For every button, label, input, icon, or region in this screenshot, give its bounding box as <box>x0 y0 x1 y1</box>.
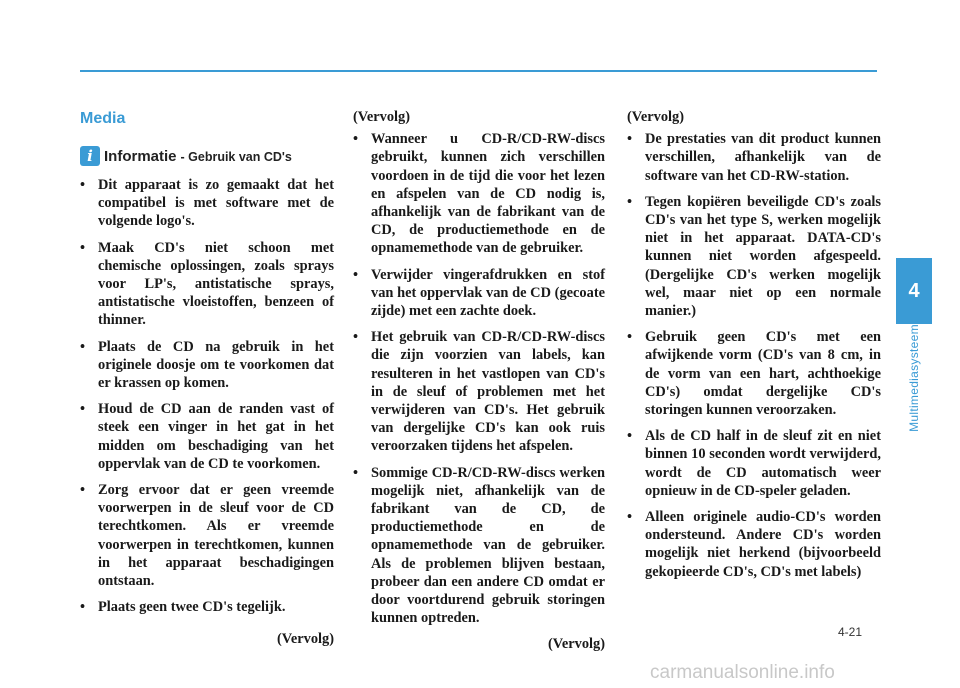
page-number: 4-21 <box>838 625 863 639</box>
list-item: • De prestaties van dit product kunnen verschillen, afhankelijk van de software van het CD-RW-station. <box>627 130 881 185</box>
top-rule <box>80 70 877 72</box>
bullet-list <box>353 130 605 627</box>
list-item: • Tegen kopiëren beveiligde CD's zoals CD's van het type S, werken mogelijk niet in het apparaat. DATA-CD's kunnen niet worden afgespeeld. (Dergelijke CD's werken mogelijk wel, maar niet op een normale manier.) <box>627 193 881 320</box>
continued-footer: (Vervolg) <box>276 631 334 648</box>
list-item: • Sommige CD-R/CD-RW-discs werken mogelijk niet, afhankelijk van de fabrikant van de CD, de productiemethode en de opnamemethode van de gebruiker. Als de problemen blijven bestaan, probeer dan een andere CD omdat er door voortdurend gebruik storingen kunnen optreden. <box>353 464 605 628</box>
list-item: • Plaats geen twee CD's tegelijk. <box>80 598 334 616</box>
list-item: • Als de CD half in de sleuf zit en niet binnen 10 seconden wordt verwijderd, wordt de CD automatisch weer opnieuw in de CD-speler geladen. <box>627 427 881 500</box>
continued-header: (Vervolg) <box>627 109 685 125</box>
column-3 <box>627 108 881 589</box>
info-heading <box>80 146 334 166</box>
continued-header: (Vervolg) <box>353 109 411 125</box>
list-item: • Maak CD's niet schoon met chemische oplossingen, zoals sprays voor LP's, antistatische sprays, antistatische vloeistoffen, benzeen of thinner. <box>80 239 334 330</box>
list-item: • Het gebruik van CD-R/CD-RW-discs die zijn voorzien van labels, kan resulteren in het vastlopen van CD's in de sleuf of problemen met het verwijderen van CD's. Het gebruik van dergelijke CD's kan ook ruis veroorzaken tijdens het afspelen. <box>353 328 605 455</box>
list-item: • Wanneer u CD-R/CD-RW-discs gebruikt, kunnen zich verschillen voordoen in de tijd die voor het lezen en afspelen van de CD nodig is, afhankelijk van de fabrikant van de CD, de productiemethode en de opnamemethode van de gebruiker. <box>353 130 605 257</box>
info-icon-letter: i <box>87 147 93 165</box>
info-subtitle: - Gebruik van CD's <box>180 149 292 164</box>
continued-footer: (Vervolg) <box>547 636 605 653</box>
list-item: • Dit apparaat is zo gemaakt dat het compatibel is met software met de volgende logo's. <box>80 176 334 231</box>
chapter-number: 4 <box>908 279 920 302</box>
column-2 <box>353 108 605 654</box>
list-item: • Zorg ervoor dat er geen vreemde voorwerpen in de sleuf voor de CD terechtkomen. Als er vreemde voorwerpen in terechtkomen, kunnen in het apparaat beschadigingen ontstaan. <box>80 481 334 590</box>
info-icon <box>80 146 100 166</box>
chapter-label: Multimediasysteem <box>907 324 921 432</box>
list-item: • Houd de CD aan de randen vast of steek een vinger in het gat in het midden om beschadiging van het oppervlak van de CD te voorkomen. <box>80 400 334 473</box>
list-item: • Verwijder vingerafdrukken en stof van het oppervlak van de CD (gecoate zijde) met een zachte doek. <box>353 266 605 321</box>
watermark: carmanualsonline.info <box>650 662 835 683</box>
bullet-list <box>627 130 881 581</box>
list-item: • Plaats de CD na gebruik in het originele doosje om te voorkomen dat er krassen op komen. <box>80 338 334 393</box>
bullet-list <box>80 176 334 616</box>
column-1 <box>80 108 334 649</box>
list-item: • Alleen originele audio-CD's worden ondersteund. Andere CD's worden mogelijk niet herkend (bijvoorbeeld gekopieerde CD's, CD's met labels) <box>627 508 881 581</box>
info-label: Informatie <box>104 147 177 165</box>
list-item: • Gebruik geen CD's met een afwijkende vorm (CD's van 8 cm, in de vorm van een hart, achthoekige CD's) omdat dergelijke CD's storingen kunnen veroorzaken. <box>627 328 881 419</box>
chapter-tab <box>896 258 932 324</box>
section-title: Media <box>80 110 126 127</box>
